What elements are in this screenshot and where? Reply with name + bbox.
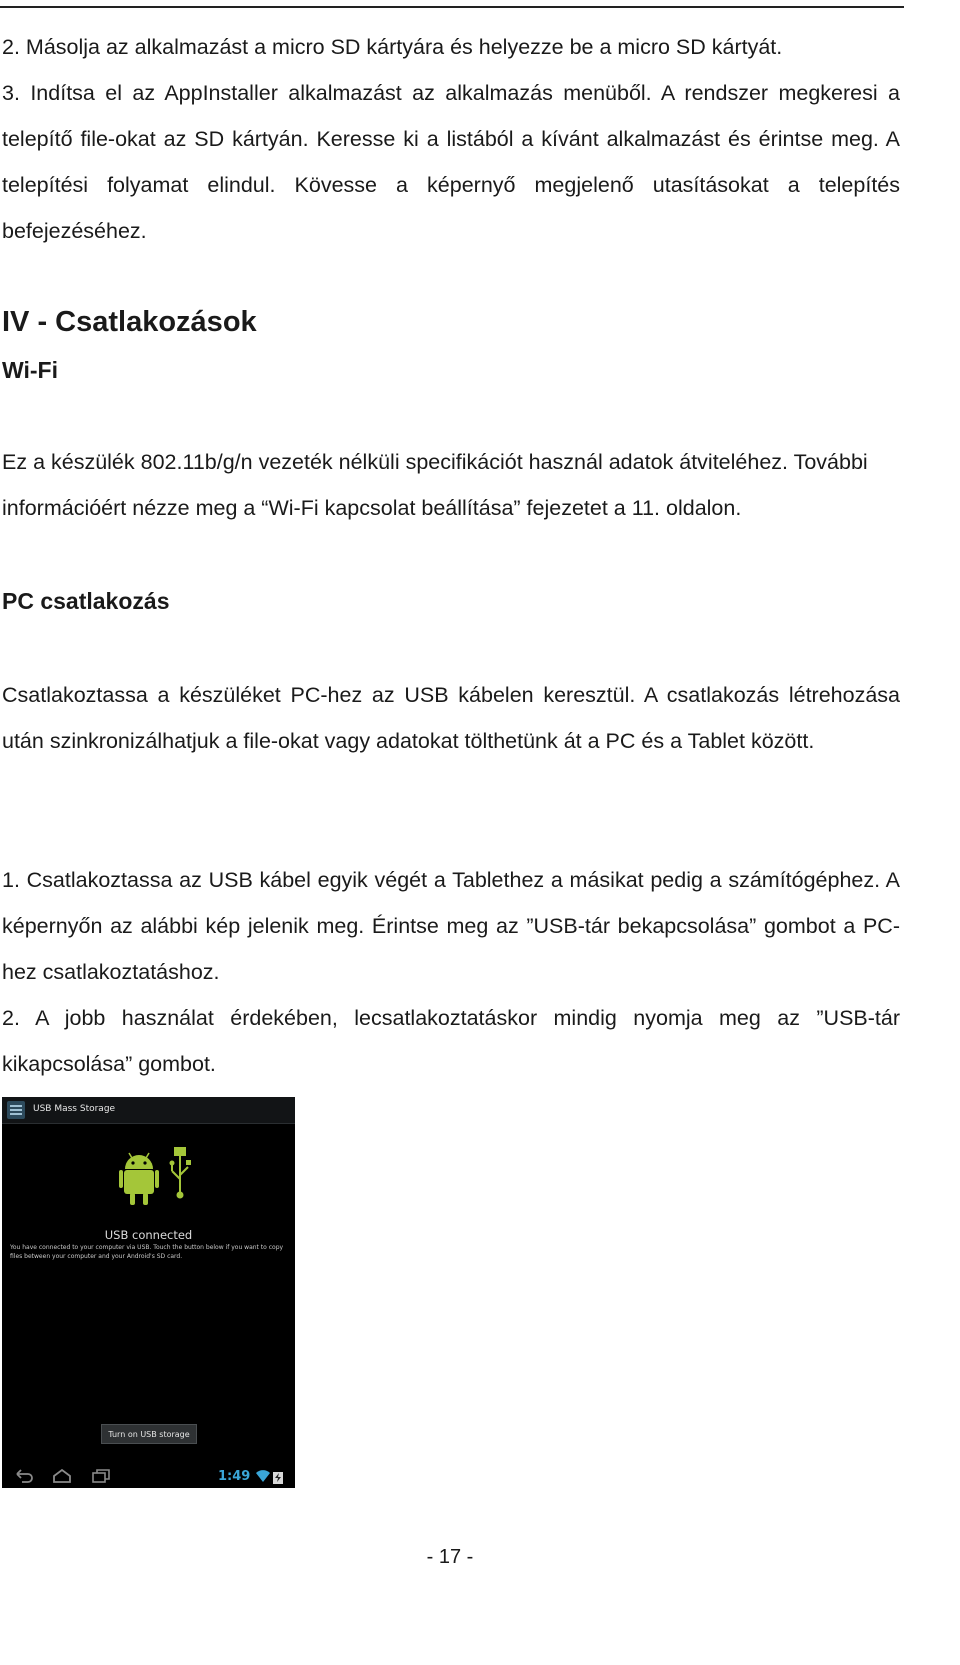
wifi-heading: Wi-Fi — [2, 357, 58, 383]
usb-storage-app-icon — [7, 1101, 25, 1119]
pc-step-1: 1. Csatlakoztassa az USB kábel egyik végét a Tablethez a másikat pedig a számítógéphez. A képernyőn az alábbi kép jelenik meg. Érintse meg az ”USB-tár bekapcsolása” gombot a PC-hez csatlakoztatáshoz. — [2, 868, 900, 984]
recent-apps-icon[interactable] — [91, 1468, 111, 1484]
battery-charging-icon — [272, 1470, 284, 1484]
action-bar — [2, 1097, 295, 1124]
usb-screenshot — [2, 1097, 295, 1488]
wifi-icon — [256, 1470, 270, 1483]
system-navigation-bar — [2, 1465, 295, 1488]
back-icon[interactable] — [14, 1468, 34, 1484]
install-step-2: 2. Másolja az alkalmazást a micro SD kártyára és helyezze be a micro SD kártyát. — [2, 35, 783, 59]
pc-heading: PC csatlakozás — [2, 588, 170, 614]
usb-description: You have connected to your computer via USB. Touch the button below if you want to copy files between your computer and your Android's SD card. — [10, 1244, 284, 1260]
status-clock: 1:49 — [218, 1469, 251, 1484]
wifi-paragraph: Ez a készülék 802.11b/g/n vezeték nélküli specifikációt használ adatok átviteléhez. További információért nézze meg a “Wi-Fi kapcsolat beállítása” fejezetet a 11. oldalon. — [2, 450, 868, 520]
section-title: IV - Csatlakozások — [2, 306, 257, 338]
usb-connected-title: USB connected — [104, 1228, 193, 1242]
turn-on-usb-storage-button[interactable]: Turn on USB storage — [101, 1424, 197, 1444]
page-number: - 17 - — [426, 1546, 474, 1568]
home-icon[interactable] — [52, 1468, 72, 1484]
pc-step-2: 2. A jobb használat érdekében, lecsatlakoztatáskor mindig nyomja meg az ”USB-tár kikapcsolása” gombot. — [2, 1006, 900, 1076]
header-rule — [0, 6, 904, 8]
install-step-3: 3. Indítsa el az AppInstaller alkalmazást az alkalmazás menüből. A rendszer megkeresi a telepítő file-okat az SD kártyán. Keresse ki a listából a kívánt alkalmazást és érintse meg. A telepítési folyamat elindul. Kövesse a képernyő megjelenő utasításokat a telepítés befejezéséhez. — [2, 81, 900, 243]
android-usb-icon — [119, 1147, 199, 1227]
app-title: USB Mass Storage — [33, 1104, 116, 1114]
pc-paragraph: Csatlakoztassa a készüléket PC-hez az USB kábelen keresztül. A csatlakozás létrehozása után szinkronizálhatjuk a file-okat vagy adatokat tölthetünk át a PC és a Tablet között. — [2, 683, 900, 753]
android-robot-icon — [119, 1153, 159, 1205]
usb-symbol-icon — [170, 1147, 192, 1199]
